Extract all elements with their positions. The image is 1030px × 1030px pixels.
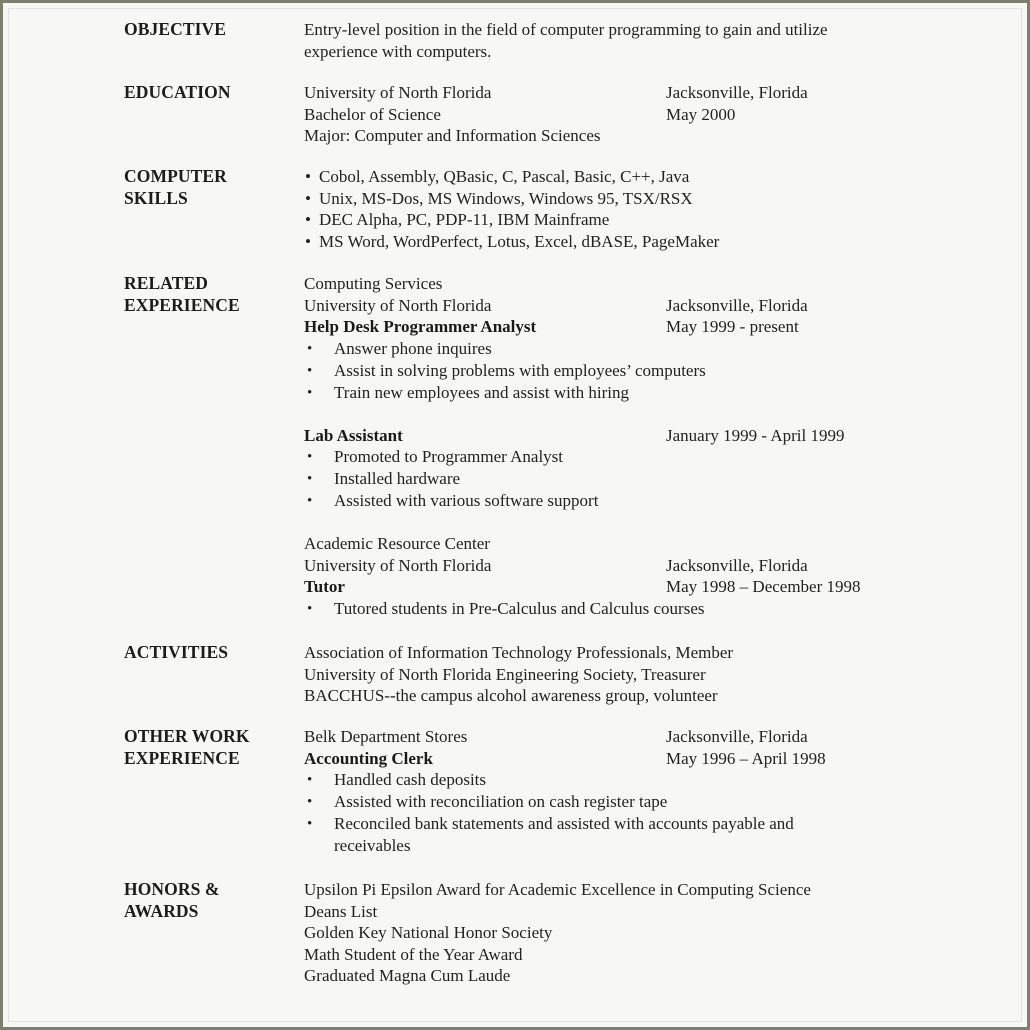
education-degree-row <box>304 104 904 126</box>
section-heading-computer-skills <box>124 166 294 209</box>
activity-item: BACCHUS--the campus alcohol awareness group, volunteer <box>304 686 718 705</box>
job-location: Jacksonville, Florida <box>666 555 808 575</box>
bullet-icon: • <box>305 188 311 208</box>
duty-item <box>304 598 904 620</box>
honor-item: Math Student of the Year Award <box>304 944 523 964</box>
bullet-icon: • <box>307 816 313 832</box>
degree: Bachelor of Science <box>304 104 441 124</box>
duty-text: Tutored students in Pre-Calculus and Calculus courses <box>334 598 705 618</box>
duty-item <box>304 468 904 490</box>
heading-line: AWARDS <box>124 900 199 921</box>
bullet-icon: • <box>307 340 313 357</box>
skill-text: MS Word, WordPerfect, Lotus, Excel, dBASE, PageMaker <box>319 231 720 251</box>
skill-item <box>304 231 904 253</box>
bullet-icon: • <box>307 471 313 487</box>
job-dates: January 1999 - April 1999 <box>666 425 845 445</box>
heading-line: EDUCATION <box>124 82 231 102</box>
activity-item: Association of Information Technology Professionals, Member <box>304 643 734 662</box>
skill-item <box>304 166 904 188</box>
spacer <box>304 404 904 425</box>
employer: University of North Florida <box>304 555 492 575</box>
heading-line: HONORS & <box>124 879 220 899</box>
employer-row <box>304 295 904 317</box>
heading-line: EXPERIENCE <box>124 747 240 768</box>
duty-item <box>304 769 904 791</box>
duty-item <box>304 360 904 382</box>
job-dates: May 1999 - present <box>666 317 799 336</box>
job-location: Jacksonville, Florida <box>666 295 808 315</box>
job-entry <box>304 273 904 404</box>
bullet-icon: • <box>307 600 313 617</box>
bullet-icon: • <box>307 493 313 509</box>
duty-text: Assisted with reconciliation on cash register tape <box>334 792 668 811</box>
heading-line: RELATED <box>124 273 209 293</box>
skill-item <box>304 188 904 210</box>
activity-item: University of North Florida Engineering Society, Treasurer <box>304 664 706 684</box>
section-heading-other-work-experience <box>124 726 294 769</box>
bullet-icon: • <box>305 231 311 251</box>
skills-list <box>304 166 904 252</box>
honor-item: Deans List <box>304 901 378 921</box>
job-title: Accounting Clerk <box>304 748 433 768</box>
job-dates: May 1998 – December 1998 <box>666 577 861 596</box>
employer: Belk Department Stores <box>304 727 468 746</box>
duty-item <box>304 813 844 857</box>
section-heading-related-experience <box>124 273 294 316</box>
job-dates: May 1996 – April 1998 <box>666 748 826 768</box>
heading-line: EXPERIENCE <box>124 294 240 315</box>
bullet-icon: • <box>307 794 313 810</box>
section-heading-honors-awards <box>124 879 294 922</box>
job-title-row <box>304 576 904 598</box>
honor-item: Graduated Magna Cum Laude <box>304 966 511 985</box>
duty-text: Train new employees and assist with hiring <box>334 382 629 402</box>
honors-list <box>304 879 904 987</box>
objective-line: Entry-level position in the field of computer programming to gain and utilize <box>304 20 828 39</box>
employer-row <box>304 555 904 577</box>
school-name: University of North Florida <box>304 83 492 102</box>
job-title-row <box>304 748 904 770</box>
job-entry <box>304 425 904 513</box>
duty-text: Assisted with various software support <box>334 491 599 510</box>
bullet-icon: • <box>305 167 311 186</box>
job-entry <box>304 533 904 620</box>
skill-text: Cobol, Assembly, QBasic, C, Pascal, Basic, C++, Java <box>319 167 690 186</box>
education-school-row <box>304 82 904 104</box>
related-experience-content <box>304 273 904 620</box>
duty-item <box>304 382 904 404</box>
bullet-icon: • <box>305 210 311 229</box>
duty-text: Handled cash deposits <box>334 770 487 789</box>
department: Computing Services <box>304 274 443 293</box>
bullet-icon: • <box>307 362 313 379</box>
bullet-icon: • <box>307 384 313 401</box>
heading-line: OBJECTIVE <box>124 19 227 39</box>
job-location: Jacksonville, Florida <box>666 727 808 746</box>
job-title: Tutor <box>304 577 345 596</box>
duty-text: Answer phone inquires <box>334 338 492 358</box>
skill-text: Unix, MS-Dos, MS Windows, Windows 95, TSX/RSX <box>319 188 693 208</box>
duty-item <box>304 338 904 360</box>
activities-list <box>304 642 904 707</box>
duty-item <box>304 490 904 512</box>
job-title: Help Desk Programmer Analyst <box>304 317 537 336</box>
objective-content <box>304 19 904 62</box>
education-content <box>304 82 904 147</box>
graduation-date: May 2000 <box>666 104 736 124</box>
duty-text: Promoted to Programmer Analyst <box>334 447 564 466</box>
section-heading-education <box>124 82 294 104</box>
objective-line: experience with computers. <box>304 41 492 61</box>
section-heading-activities <box>124 642 294 664</box>
honor-item: Golden Key National Honor Society <box>304 923 553 942</box>
skill-item <box>304 209 904 231</box>
bullet-icon: • <box>307 449 313 465</box>
job-title-row <box>304 425 904 447</box>
major: Major: Computer and Information Sciences <box>304 126 601 145</box>
duty-text: Assist in solving problems with employees’ computers <box>334 360 706 380</box>
employer-row <box>304 726 904 748</box>
heading-line: SKILLS <box>124 187 188 208</box>
duty-text: Installed hardware <box>334 469 461 488</box>
employer: University of North Florida <box>304 295 492 315</box>
section-heading-objective <box>124 19 294 41</box>
heading-line: OTHER WORK <box>124 726 250 746</box>
duty-item <box>304 791 904 813</box>
job-title: Lab Assistant <box>304 425 403 445</box>
department: Academic Resource Center <box>304 534 490 553</box>
job-title-row <box>304 316 904 338</box>
school-location: Jacksonville, Florida <box>666 83 808 102</box>
heading-line: COMPUTER <box>124 166 227 186</box>
skill-text: DEC Alpha, PC, PDP-11, IBM Mainframe <box>319 210 610 229</box>
bullet-icon: • <box>307 772 313 788</box>
heading-line: ACTIVITIES <box>124 642 229 662</box>
other-work-content <box>304 726 904 857</box>
honor-item: Upsilon Pi Epsilon Award for Academic Excellence in Computing Science <box>304 880 811 899</box>
duty-item <box>304 446 904 468</box>
duty-text: Reconciled bank statements and assisted with accounts payable and receivables <box>334 814 794 855</box>
spacer <box>304 512 904 533</box>
